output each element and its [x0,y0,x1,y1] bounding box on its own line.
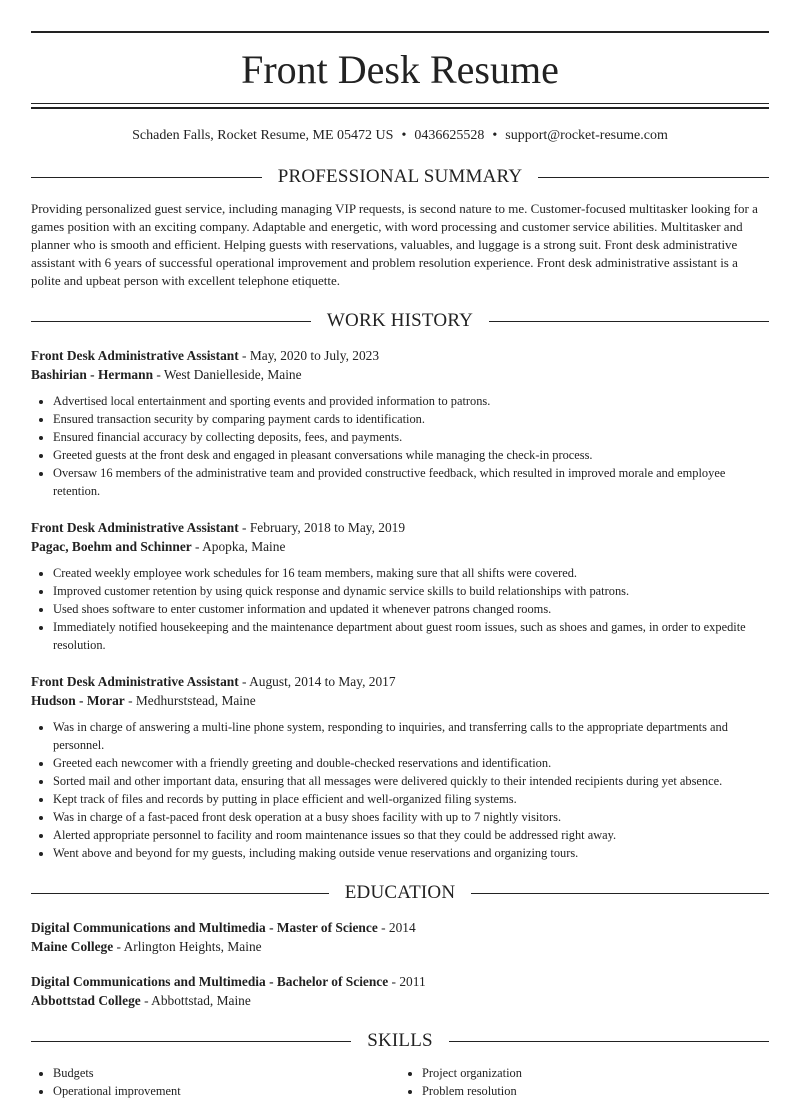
education-location: - Abbottstad, Maine [140,993,251,1008]
list-item: • Problem resolution [422,1082,769,1100]
section-title: WORK HISTORY [326,310,474,331]
job-entry [31,518,769,654]
title-double-rule [31,103,769,109]
job-title: Front Desk Administrative Assistant [31,520,239,535]
job-company: Hudson - Morar [31,693,125,708]
education-degree: Digital Communications and Multimedia - Bachelor of Science [31,974,389,989]
job-entry [31,346,769,500]
section-rule [31,893,329,894]
job-location: - Apopka, Maine [191,539,286,554]
job-bullets [31,718,769,862]
section-rule [31,321,311,322]
section-rule [471,893,769,894]
job-company: Pagac, Boehm and Schinner [31,539,192,554]
education-year: - 2014 [377,920,416,935]
section-title: SKILLS [367,1030,433,1051]
job-location: - Medhurststead, Maine [124,693,256,708]
skills-list [31,1064,769,1100]
list-item: • Alerted appropriate personnel to facility and room maintenance issues so that they could be addressed right away. [53,826,769,844]
education-school: Abbottstad College [31,993,141,1008]
education-school: Maine College [31,939,114,954]
section-header-education [31,880,769,906]
list-item: • Advertised local entertainment and sporting events and provided information to patrons. [53,392,769,410]
education-entry [31,918,769,956]
section-rule [538,177,769,178]
list-item: • Used shoes software to enter customer information and updated it whenever patrons changed rooms. [53,600,769,618]
contact-email: support@rocket-resume.com [505,128,668,143]
job-title: Front Desk Administrative Assistant [31,674,239,689]
contact-address: Schaden Falls, Rocket Resume, ME 05472 US [132,128,394,143]
education-degree: Digital Communications and Multimedia - Master of Science [31,920,378,935]
education-year: - 2011 [388,974,426,989]
section-header-summary [31,164,769,190]
section-rule [31,1041,351,1042]
contact-separator: • [401,128,407,143]
list-item: • Ensured transaction security by comparing payment cards to identification. [53,410,769,428]
list-item: • Immediately notified housekeeping and the maintenance department about guest room issues, such as shoes and games, in order to expedite resolution. [53,618,769,654]
list-item: • Budgets [53,1064,400,1082]
list-item: • Project organization [422,1064,769,1082]
section-rule [31,177,262,178]
list-item: • Greeted guests at the front desk and engaged in pleasant conversations while managing the check-in process. [53,446,769,464]
job-bullets [31,392,769,500]
section-rule [489,321,769,322]
list-item: • Improved customer retention by using quick response and dynamic service skills to build relationships with patrons. [53,582,769,600]
summary-text: Providing personalized guest service, including managing VIP requests, is second nature to me. Customer-focused multitasker looking for a games position with an exciting company. Adaptable and energetic, with word processing and customer service abilities. Multitasker and planner who is smooth and efficient. Helping guests with reservations, valuables, and luggage is a strong suit. Front desk administrative assistant with 6 years of successful operational improvement and problem resolution experience. Front desk administrative assistant is a polite and upbeat person with excellent telephone etiquette. [31,201,758,288]
skills-column-right [400,1064,769,1100]
resume-page [31,31,769,1100]
list-item: • Kept track of files and records by putting in place efficient and well-organized filing systems. [53,790,769,808]
education-location: - Arlington Heights, Maine [113,939,262,954]
job-bullets [31,564,769,654]
section-title: EDUCATION [344,882,456,903]
job-entry [31,672,769,862]
contact-phone: 0436625528 [414,128,485,143]
contact-line [31,126,769,146]
skills-column-left [31,1064,400,1100]
list-item: • Greeted each newcomer with a friendly greeting and double-checked reservations and identification. [53,754,769,772]
list-item: • Created weekly employee work schedules for 16 team members, making sure that all shifts were covered. [53,564,769,582]
job-company: Bashirian - Hermann [31,367,154,382]
job-dates: - August, 2014 to May, 2017 [238,674,396,689]
list-item: • Sorted mail and other important data, ensuring that all messages were delivered quickly to their intended recipients during yet absence. [53,772,769,790]
list-item: • Was in charge of a fast-paced front desk operation at a busy shoes facility with up to 7 nightly visitors. [53,808,769,826]
section-header-skills [31,1028,769,1054]
education-entry [31,972,769,1010]
list-item: • Operational improvement [53,1082,400,1100]
resume-title: Front Desk Resume [241,47,559,92]
contact-separator: • [492,128,498,143]
list-item: • Oversaw 16 members of the administrative team and provided constructive feedback, which resulted in improved morale and employee retention. [53,464,769,500]
section-header-work [31,308,769,334]
job-title: Front Desk Administrative Assistant [31,348,239,363]
section-title: PROFESSIONAL SUMMARY [277,166,523,187]
job-dates: - February, 2018 to May, 2019 [238,520,406,535]
list-item: • Ensured financial accuracy by collecting deposits, fees, and payments. [53,428,769,446]
list-item: • Was in charge of answering a multi-line phone system, responding to inquiries, and transferring calls to the appropriate departments and personnel. [53,718,769,754]
job-dates: - May, 2020 to July, 2023 [238,348,380,363]
section-rule [449,1041,769,1042]
list-item: • Went above and beyond for my guests, including making outside venue reservations and organizing tours. [53,844,769,862]
job-location: - West Danielleside, Maine [153,367,302,382]
